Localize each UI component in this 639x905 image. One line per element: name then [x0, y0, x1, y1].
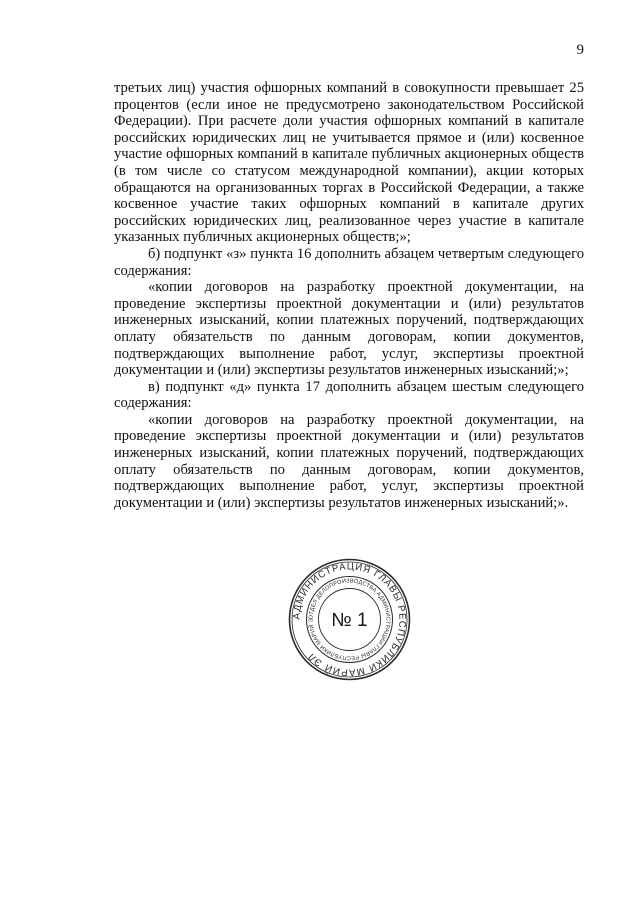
paragraph-quote-b: «копии договоров на разработку проектной документации, на проведение экспертизы проектной документации и (или) результатов инженерных изысканий, копии платежных поручений, подтверждающих оплату обязательств по данным договорам, копии документов, подтверждающих выполнение работ, услуг, экспертизы проектной документации и (или) экспертизы результатов инженерных изысканий;»; — [114, 279, 584, 379]
paragraph-quote-c: «копии договоров на разработку проектной документации, на проведение экспертизы проектной документации и (или) результатов инженерных изысканий, копии платежных поручений, подтверждающих оплату обязательств по данным договорам, копии документов, подтверждающих выполнение работ, услуг, экспертизы проектной документации и (или) экспертизы результатов инженерных изысканий;». — [114, 411, 584, 511]
svg-text:АДМИНИСТРАЦИЯ ГЛАВЫ РЕСПУБЛИКИ: АДМИНИСТРАЦИЯ ГЛАВЫ РЕСПУБЛИКИ МАРИЙ ЭЛ — [291, 561, 408, 678]
page-number: 9 — [576, 42, 584, 58]
svg-text:ОТДЕЛ ДЕЛОПРОИЗВОДСТВА АДМИНИС: ОТДЕЛ ДЕЛОПРОИЗВОДСТВА АДМИНИСТРАЦИИ ГЛАВЫ РЕСПУБЛИКИ МАРИЙ Э — [308, 578, 391, 661]
paragraph-continuation: третьих лиц) участия офшорных компаний в совокупности превышает 25 процентов (если иное не предусмотрено законодательством Российской Федерации). При расчете доли участия офшорных компаний в капитале российских юридических лиц не учитывается прямое и (или) косвенное участие офшорных компаний в капитале публичных акционерных обществ (в том числе со статусом международной компании), акции которых обращаются на организованных торгах в Российской Федерации, а также косвенное участие таких офшорных компаний в капитале других российских юридических лиц, реализованное через участие в капитале указанных публичных акционерных обществ;»; — [114, 80, 584, 246]
paragraph-amendment-c: в) подпункт «д» пункта 17 дополнить абзацем шестым следующего содержания: — [114, 378, 584, 412]
stamp-seal-icon — [287, 557, 412, 682]
paragraph-amendment-b: б) подпункт «з» пункта 16 дополнить абзацем четвертым следующего содержания: — [114, 245, 584, 279]
document-body — [114, 80, 584, 511]
svg-text:№ 1: № 1 — [331, 610, 368, 631]
official-stamp — [287, 557, 412, 682]
